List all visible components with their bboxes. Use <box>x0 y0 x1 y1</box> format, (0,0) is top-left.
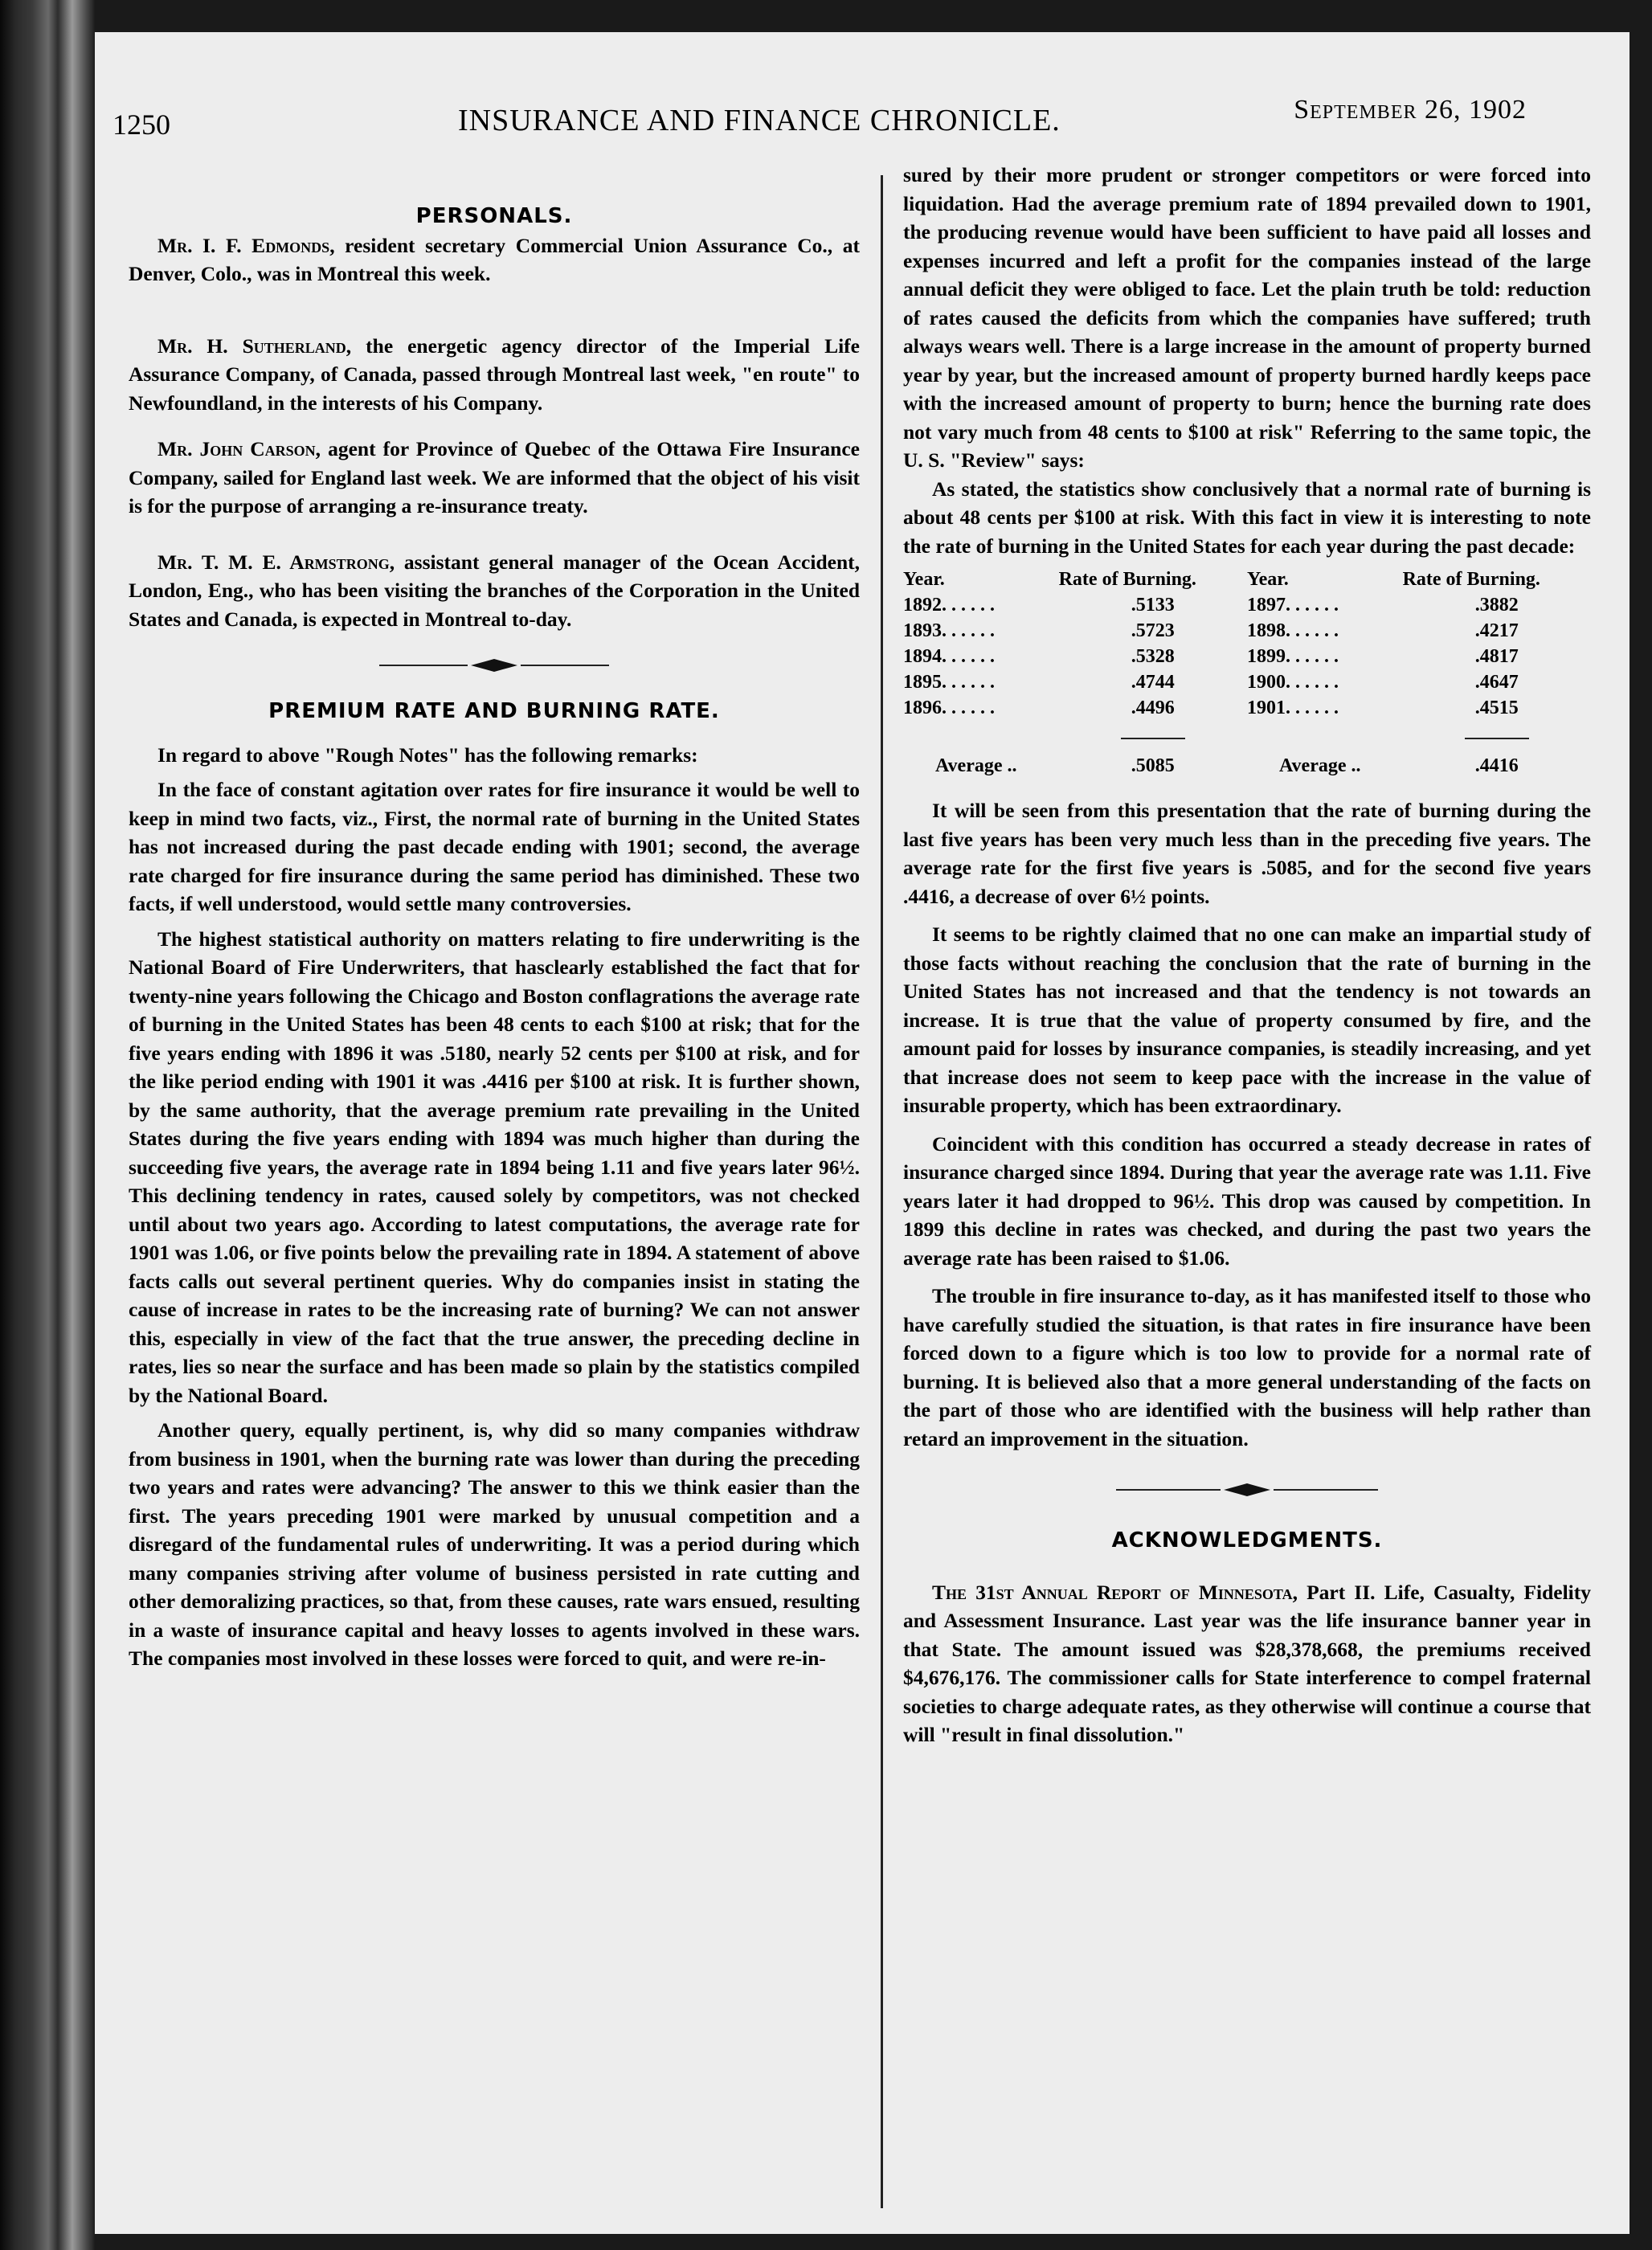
left-column <box>129 202 860 1673</box>
article-paragraph: As stated, the statistics show conclusively that a normal rate of burning is about 48 cents per $100 at risk. With this fact in view it is interesting to note the rate of burning in the United States for each year during the past decade: <box>903 477 1591 558</box>
article-paragraph: The trouble in fire insurance to-day, as it has manifested itself to those who have carefully studied the situation, is that rates in fire insurance have been forced down to a figure which is too low to provide for a normal rate of burning. It is believed also that a more general understanding of the facts on the part of those who are identified with the business will help rather than retard an improvement in the situation. <box>903 1284 1591 1450</box>
table-year: 1900 <box>1246 672 1286 693</box>
average-label: Average .. <box>1278 755 1361 776</box>
leader-dots: . . . . . . <box>942 672 995 693</box>
book-binding <box>0 0 95 2250</box>
table-rate: .4647 <box>1474 672 1519 693</box>
table-rate: .4496 <box>1131 698 1175 718</box>
personal-text: , agent for Province of Quebec of the Ottawa Fire Insurance Company, sailed for England last week. We are informed that the object of his visit is for the purpose of arranging a re-insurance treaty. <box>129 437 860 518</box>
table-year: 1895 <box>903 672 942 693</box>
table-year: 1901 <box>1246 698 1286 718</box>
table-rule-row <box>903 721 1591 747</box>
average-value: .4416 <box>1474 755 1519 776</box>
acknowledgment-paragraph <box>903 1578 1591 1749</box>
table-year: 1898 <box>1246 620 1286 641</box>
table-year: 1896 <box>903 698 942 718</box>
col-rate: Rate of Burning. <box>1058 569 1196 590</box>
personal-item <box>129 435 860 521</box>
table-row <box>903 669 1591 695</box>
table-year: 1899 <box>1246 646 1286 667</box>
leader-dots: . . . . . . <box>942 595 995 616</box>
personal-name: Mr. John Carson <box>157 437 316 460</box>
article-paragraph: In regard to above "Rough Notes" has the following remarks: <box>157 742 698 767</box>
leader-dots: . . . . . . <box>942 646 995 667</box>
leader-dots: . . . . . . <box>1285 698 1339 718</box>
article-paragraph: sured by their more prudent or stronger competitors or were forced into liquidation. Had the average premium rate of 1894 prevailed down to 1901, the producing revenue would have been sufficient to have paid all losses and expenses incurred and left a profit for the companies instead of the large annual deficit they were obliged to face. Let the plain truth be told: reduction of rates caused the deficits from which the companies have suffered; truth always wears well. There is a large increase in the amount of property burned year by year, but the increased amount of property burned hardly keeps pace with the increased amount of property to burn; hence the burning rate does not vary much from 48 cents to $100 at risk" Referring to the same topic, the U. S. "Review" says: <box>903 163 1591 472</box>
article-paragraph: Another query, equally pertinent, is, why did so many companies withdraw from business in 1901, when the burning rate was lower than during the preceding two years and rates were advancing? The answer to this we think easier than the first. The years preceding 1901 were marked by unusual competition and a disregard of the fundamental rules of underwriting. It was a period during which many companies striving after volume of business persisted in rate cutting and other demoralizing practices, so that, from these causes, rate wars ensued, resulting in a waste of insurance capital and heavy losses to agents involved in these wars. The companies most involved in these losses were forced to quit, and were re-in- <box>129 1418 860 1670</box>
personal-item <box>129 548 860 634</box>
average-label: Average .. <box>935 755 1017 776</box>
sum-rule <box>1465 738 1529 739</box>
table-average-row <box>903 747 1591 785</box>
leader-dots: . . . . . . <box>1285 620 1339 641</box>
leader-dots: . . . . . . <box>1285 672 1339 693</box>
article-paragraph: Coincident with this condition has occurred a steady decrease in rates of insurance charged since 1894. During that year the average rate was 1.11. Five years later it had dropped to 96½. This drop was caused by competition. In 1899 this decline in rates was checked, and during the past two years the average rate has been raised to $1.06. <box>903 1131 1591 1270</box>
table-year: 1894 <box>903 646 942 667</box>
personal-text: , assistant general manager of the Ocean Accident, London, Eng., who has been visiting the branches of the Corporation in the United States and Canada, is expected in Montreal to-day. <box>129 550 860 631</box>
premium-article-heading: PREMIUM RATE AND BURNING RATE. <box>268 699 720 723</box>
leader-dots: . . . . . . <box>942 620 995 641</box>
article-paragraph: In the face of constant agitation over rates for fire insurance it would be well to keep in mind two facts, viz., First, the normal rate of burning in the United States has not increased during the past decade ending with 1901; second, the average rate charged for fire insurance during the same period has diminished. These two facts, if well understood, would settle many controversies. <box>129 778 860 915</box>
col-year: Year. <box>1246 569 1289 590</box>
table-year: 1893 <box>903 620 942 641</box>
personal-text: , the energetic agency director of the Imperial Life Assurance Company, of Canada, passed through Montreal last week, "en route" to Newfoundland, in the interests of his Company. <box>129 333 860 415</box>
table-rate: .5328 <box>1131 646 1175 667</box>
personal-text: , resident secretary Commercial Union Assurance Co., at Denver, Colo., was in Montreal this week. <box>129 233 860 285</box>
table-rate: .4515 <box>1474 698 1519 718</box>
page-number: 1250 <box>112 108 170 141</box>
leader-dots: . . . . . . <box>942 698 995 718</box>
table-rate: .4817 <box>1474 646 1519 667</box>
right-column <box>903 161 1591 1749</box>
report-title: The 31st Annual Report of Minnesota, <box>932 1580 1298 1604</box>
personal-name: Mr. I. F. Edmonds <box>157 233 330 257</box>
page-header <box>112 79 1527 141</box>
table-rate: .4744 <box>1131 672 1175 693</box>
personal-name: Mr. T. M. E. Armstrong <box>157 550 390 574</box>
article-paragraph: The highest statistical authority on matters relating to fire underwriting is the National Board of Fire Underwriters, that hasclearly established the fact that for twenty-nine years following the Chicago and Boston conflagrations the average rate of burning in the United States has been 48 cents to each $100 at risk; that for the five years ending with 1896 it was .5180, nearly 52 cents per $100 at risk, and for the like period ending with 1901 it was .4416 per $100 at risk. It is further shown, by the same authority, that the average premium rate prevailing in the United States during the five years ending with 1894 was much higher than during the succeeding five years, the average rate in 1894 being 1.11 and five years later 96½. This declining tendency in rates, caused solely by competitors, was not checked until about two years ago. According to latest computations, the average rate for 1901 was 1.06, or five points below the prevailing rate in 1894. A statement of above facts calls out several pertinent queries. Why do companies insist in stating the cause of increase in rates to be the increasing rate of burning? We can not answer this, especially in view of the fact that the true answer, the preceding decline in rates, lies so near the surface and has been made so plain by the statistics compiled by the National Board. <box>129 927 860 1407</box>
acknowledgments-heading: ACKNOWLEDGMENTS. <box>1111 1528 1383 1552</box>
table-row <box>903 644 1591 669</box>
burning-rate-table <box>903 567 1591 785</box>
col-year: Year. <box>903 569 945 590</box>
leader-dots: . . . . . . <box>1285 595 1339 616</box>
issue-date: September 26, 1902 <box>1294 95 1527 125</box>
table-header-row <box>903 567 1591 592</box>
section-ornament <box>903 1482 1591 1498</box>
table-rate: .5133 <box>1131 595 1175 616</box>
article-paragraph: It will be seen from this presentation that the rate of burning during the last five years has been very much less than in the preceding five years. The average rate for the first five years is .5085, and for the second five years .4416, a decrease of over 6½ points. <box>903 799 1591 908</box>
table-row <box>903 618 1591 644</box>
table-year: 1892 <box>903 595 942 616</box>
column-divider <box>881 175 883 2208</box>
table-rate: .5723 <box>1131 620 1175 641</box>
table-rate: .4217 <box>1474 620 1519 641</box>
col-rate: Rate of Burning. <box>1402 569 1540 590</box>
acknowledgment-text: Part II. Life, Casualty, Fidelity and Assessment Insurance. Last year was the life insurance banner year in that State. The amount issued was $28,378,668, the premiums received $4,676,176. The commissioner calls for State interference to compel fraternal societies to charge adequate rates, as they otherwise will continue a course that will "result in final dissolution." <box>903 1580 1591 1746</box>
average-value: .5085 <box>1131 755 1175 776</box>
article-paragraph: It seems to be rightly claimed that no one can make an impartial study of those facts without reaching the conclusion that the rate of burning in the United States has not increased and that the tendency is not towards an increase. It is true that the value of property consumed by fire, and the amount paid for losses by insurance companies, is steadily increasing, and yet that increase does not seem to keep pace with the increase in the value of insurable property, which has been extraordinary. <box>903 922 1591 1117</box>
personal-item <box>129 332 860 418</box>
personals-heading: PERSONALS. <box>415 204 573 228</box>
table-row <box>903 695 1591 721</box>
table-row <box>903 592 1591 618</box>
section-ornament <box>129 657 860 673</box>
leader-dots: . . . . . . <box>1285 646 1339 667</box>
table-year: 1897 <box>1246 595 1286 616</box>
sum-rule <box>1121 738 1185 739</box>
journal-title: INSURANCE AND FINANCE CHRONICLE. <box>458 104 1061 137</box>
personal-item <box>129 231 860 288</box>
personal-name: Mr. H. Sutherland <box>157 333 346 358</box>
table-rate: .3882 <box>1474 595 1519 616</box>
